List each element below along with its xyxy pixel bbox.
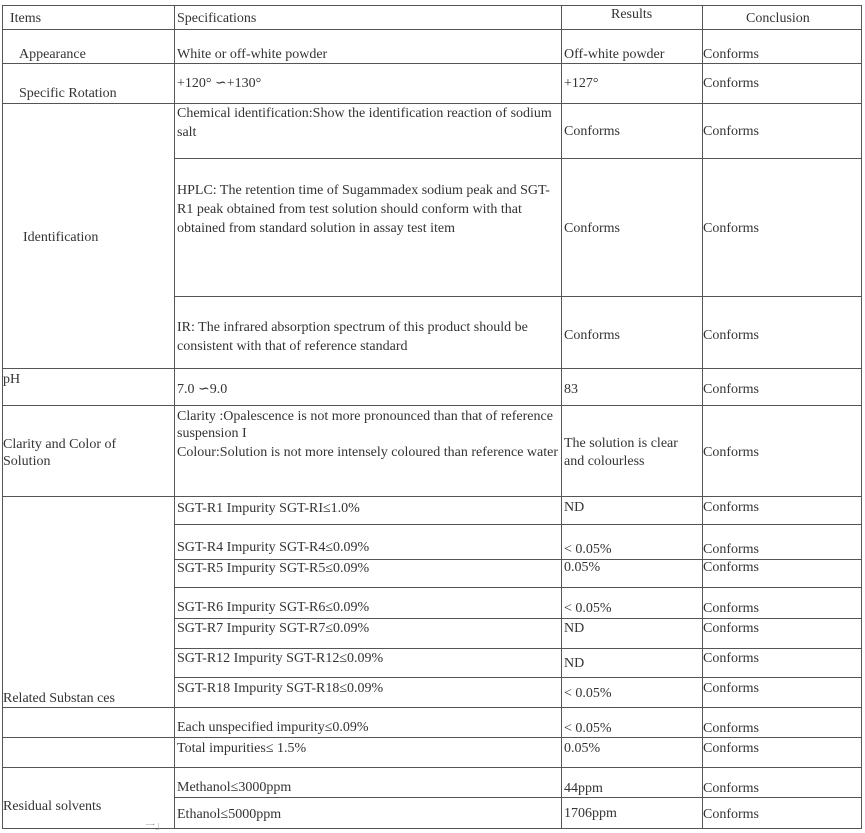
ph-bottom-border [2,405,862,406]
related-r5-spec: SGT-R5 Impurity SGT-R5≤0.09% [177,561,370,576]
rotation-item: Specific Rotation [19,86,117,101]
identification-chemical-result: Conforms [564,124,620,139]
rotation-result: +127° [564,76,599,91]
identification-hplc-result: Conforms [564,221,620,236]
related-r12-result: ND [564,656,585,671]
specifications-column-border [561,5,562,829]
appearance-bottom-border [2,63,862,64]
related-total-spec: Total impurities≤ 1.5% [177,741,307,756]
ph-result: 83 [564,382,578,397]
related-r18-conclusion: Conforms [703,681,759,696]
related-r6-conclusion: Conforms [703,601,759,616]
identification-chemical-spec: Chemical identification:Show the identification reaction of sodium salt [177,106,552,140]
residual-methanol-conclusion: Conforms [703,781,759,796]
identification-chemical-conclusion: Conforms [703,124,759,139]
residual-ethanol-conclusion: Conforms [703,807,759,822]
table-top-border [2,5,862,6]
residual-item: Residual solvents [3,799,102,814]
related-inner-border-r1 [174,524,862,525]
header-items: Items [10,11,42,26]
clarity-result: The solution is clear and colourless [564,436,678,469]
related-inner-border-r7 [174,648,862,649]
header-results: Results [611,7,653,22]
residual-methanol-spec: Methanol≤3000ppm [177,780,292,795]
related-section-border [2,707,862,708]
footer-mark: 一」 [145,821,165,832]
identification-bottom-border [2,368,862,369]
ph-spec: 7.0 ∽9.0 [177,382,228,397]
rotation-spec: +120° ∽+130° [177,76,262,91]
related-r1-conclusion: Conforms [703,500,759,515]
appearance-result: Off-white powder [564,47,665,62]
related-r4-conclusion: Conforms [703,542,759,557]
clarity-spec-clarity: Clarity :Opalescence is not more pronounced than that of reference suspension I [177,409,553,441]
rotation-conclusion: Conforms [703,76,759,91]
related-r18-spec: SGT-R18 Impurity SGT-R18≤0.09% [177,681,384,696]
clarity-bottom-border [2,496,862,497]
total-bottom-border [2,767,862,768]
residual-ethanol-spec: Ethanol≤5000ppm [177,807,282,822]
header-bottom-border [2,29,862,30]
identification-ir-spec: IR: The infrared absorption spectrum of this product should be consistent with that of reference standard [177,320,528,354]
related-r5-result: 0.05% [564,560,601,575]
identification-ir-result: Conforms [564,328,620,343]
ph-item: pH [3,372,21,387]
ph-conclusion: Conforms [703,382,759,397]
identification-hplc-conclusion: Conforms [703,221,759,236]
identification-inner-border-2 [174,296,862,297]
related-r7-conclusion: Conforms [703,621,759,636]
clarity-spec-colour: Colour:Solution is not more intensely coloured than reference water [177,445,559,460]
related-inner-border-r12 [174,677,862,678]
related-inner-border-r5 [174,587,862,588]
related-r7-spec: SGT-R7 Impurity SGT-R7≤0.09% [177,621,370,636]
appearance-conclusion: Conforms [703,47,759,62]
related-r1-spec: SGT-R1 Impurity SGT-RI≤1.0% [177,501,360,516]
unspecified-bottom-border [2,737,862,738]
related-r7-result: ND [564,621,585,636]
identification-item: Identification [23,230,99,245]
appearance-spec: White or off-white powder [177,47,328,62]
related-inner-border-r6 [174,618,862,619]
related-total-conclusion: Conforms [703,741,759,756]
related-r6-spec: SGT-R6 Impurity SGT-R6≤0.09% [177,600,370,615]
appearance-item: Appearance [19,47,86,62]
clarity-conclusion: Conforms [703,445,759,460]
header-specifications: Specifications [177,11,257,26]
related-r1-result: ND [564,500,585,515]
related-r12-spec: SGT-R12 Impurity SGT-R12≤0.09% [177,651,384,666]
items-column-border [174,5,175,829]
related-item: Related Substan ces [3,691,115,706]
related-unspecified-conclusion: Conforms [703,721,759,736]
residual-ethanol-result: 1706ppm [564,806,617,821]
related-r5-conclusion: Conforms [703,560,759,575]
table-bottom-border [2,828,862,829]
residual-methanol-result: 44ppm [564,781,603,796]
methanol-bottom-border [174,797,862,798]
related-r4-result: < 0.05% [564,542,612,557]
related-unspecified-spec: Each unspecified impurity≤0.09% [177,720,369,735]
related-total-result: 0.05% [564,741,601,756]
related-r18-result: < 0.05% [564,686,612,701]
identification-inner-border-1 [174,158,862,159]
related-r12-conclusion: Conforms [703,651,759,666]
right-border [861,5,862,829]
identification-ir-conclusion: Conforms [703,328,759,343]
related-r4-spec: SGT-R4 Impurity SGT-R4≤0.09% [177,540,370,555]
header-conclusion: Conclusion [746,11,810,26]
related-r6-result: < 0.05% [564,601,612,616]
identification-hplc-spec: HPLC: The retention time of Sugammadex sodium peak and SGT-R1 peak obtained from test solution should conform with that obtained from standard solution in assay test item [177,183,550,236]
clarity-item: Clarity and Color of Solution [3,437,117,469]
related-unspecified-result: < 0.05% [564,721,612,736]
